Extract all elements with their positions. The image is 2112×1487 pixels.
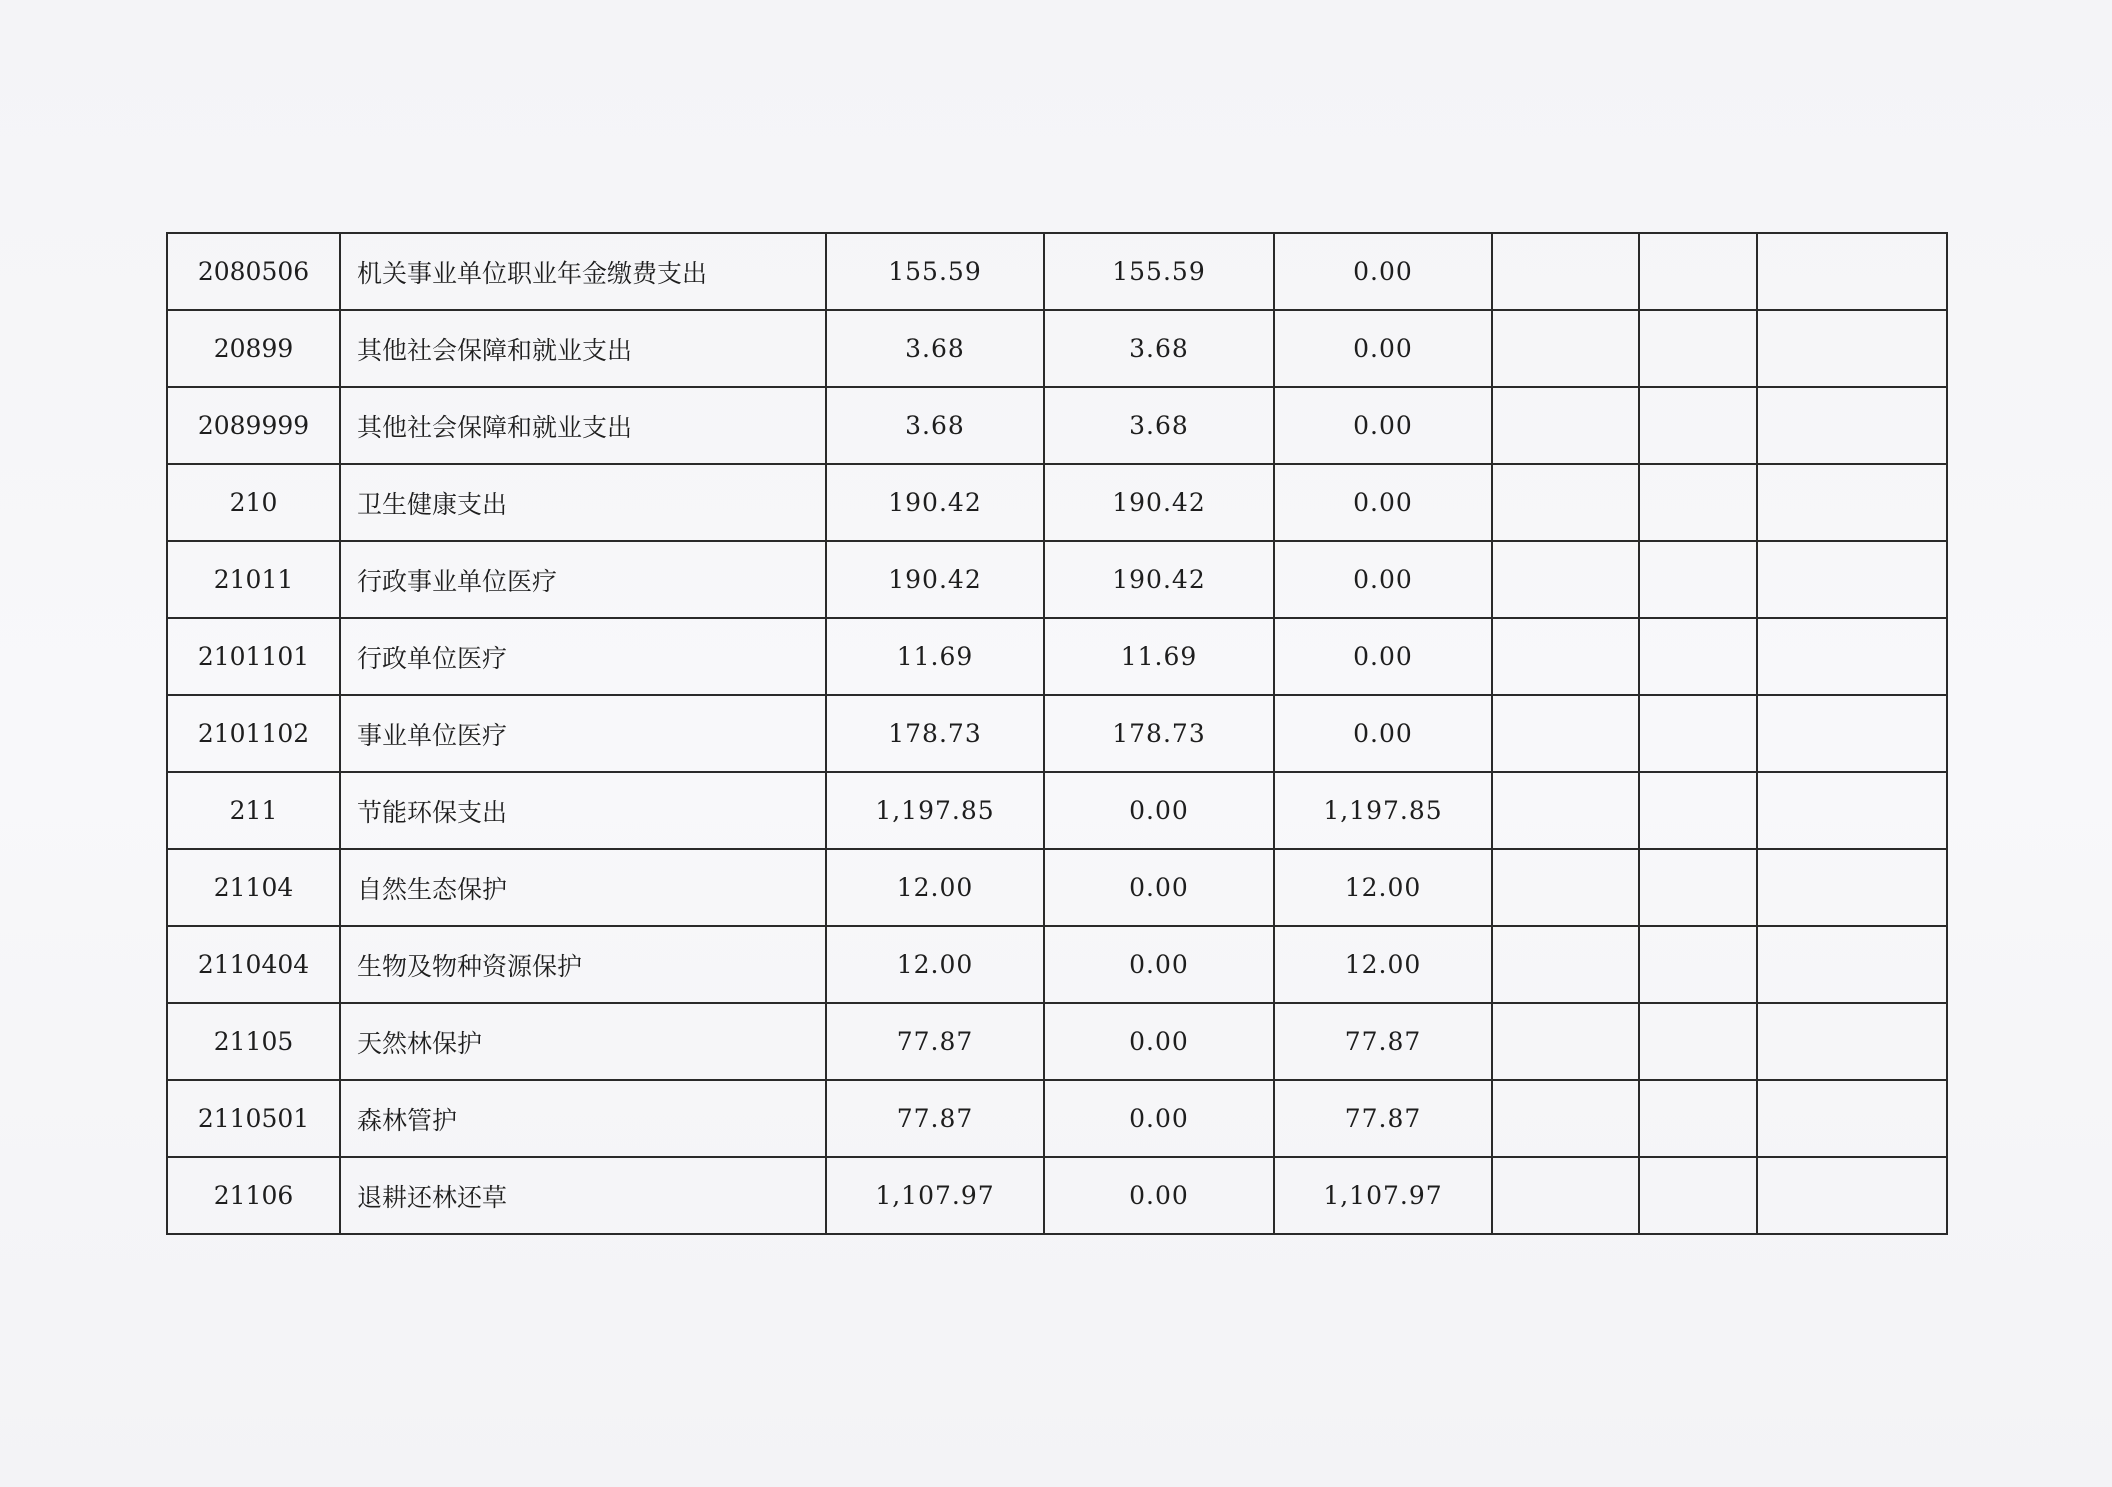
cell-subject-code: 2080506 bbox=[167, 233, 340, 310]
cell-total: 11.69 bbox=[826, 618, 1044, 695]
cell-empty bbox=[1757, 926, 1947, 1003]
cell-empty bbox=[1757, 1003, 1947, 1080]
cell-empty bbox=[1639, 233, 1757, 310]
cell-empty bbox=[1492, 695, 1639, 772]
cell-subject-code: 2110404 bbox=[167, 926, 340, 1003]
cell-empty bbox=[1492, 541, 1639, 618]
cell-basic-expenditure: 3.68 bbox=[1044, 310, 1274, 387]
cell-empty bbox=[1757, 310, 1947, 387]
cell-total: 1,197.85 bbox=[826, 772, 1044, 849]
cell-empty bbox=[1757, 387, 1947, 464]
cell-empty bbox=[1492, 618, 1639, 695]
cell-project-expenditure: 12.00 bbox=[1274, 849, 1492, 926]
cell-project-expenditure: 1,107.97 bbox=[1274, 1157, 1492, 1234]
cell-subject-code: 21106 bbox=[167, 1157, 340, 1234]
cell-empty bbox=[1492, 772, 1639, 849]
cell-total: 178.73 bbox=[826, 695, 1044, 772]
cell-project-expenditure: 77.87 bbox=[1274, 1003, 1492, 1080]
cell-subject-code: 2089999 bbox=[167, 387, 340, 464]
cell-empty bbox=[1757, 464, 1947, 541]
cell-total: 12.00 bbox=[826, 926, 1044, 1003]
cell-subject-name: 事业单位医疗 bbox=[340, 695, 826, 772]
cell-total: 12.00 bbox=[826, 849, 1044, 926]
cell-project-expenditure: 0.00 bbox=[1274, 618, 1492, 695]
cell-subject-name: 行政事业单位医疗 bbox=[340, 541, 826, 618]
cell-total: 3.68 bbox=[826, 387, 1044, 464]
cell-subject-name: 其他社会保障和就业支出 bbox=[340, 387, 826, 464]
cell-basic-expenditure: 178.73 bbox=[1044, 695, 1274, 772]
cell-subject-name: 行政单位医疗 bbox=[340, 618, 826, 695]
cell-empty bbox=[1492, 233, 1639, 310]
cell-project-expenditure: 0.00 bbox=[1274, 541, 1492, 618]
cell-empty bbox=[1757, 233, 1947, 310]
expenditure-table bbox=[166, 232, 1948, 1235]
cell-empty bbox=[1757, 695, 1947, 772]
table-row bbox=[167, 387, 1947, 464]
cell-subject-code: 211 bbox=[167, 772, 340, 849]
cell-subject-name: 天然林保护 bbox=[340, 1003, 826, 1080]
cell-subject-code: 21105 bbox=[167, 1003, 340, 1080]
cell-subject-code: 21011 bbox=[167, 541, 340, 618]
cell-empty bbox=[1757, 849, 1947, 926]
cell-project-expenditure: 0.00 bbox=[1274, 464, 1492, 541]
cell-subject-code: 2101102 bbox=[167, 695, 340, 772]
cell-total: 190.42 bbox=[826, 464, 1044, 541]
cell-total: 190.42 bbox=[826, 541, 1044, 618]
cell-subject-code: 21104 bbox=[167, 849, 340, 926]
cell-empty bbox=[1639, 310, 1757, 387]
cell-project-expenditure: 0.00 bbox=[1274, 695, 1492, 772]
cell-empty bbox=[1492, 1080, 1639, 1157]
cell-project-expenditure: 77.87 bbox=[1274, 1080, 1492, 1157]
cell-total: 155.59 bbox=[826, 233, 1044, 310]
table-row bbox=[167, 233, 1947, 310]
cell-basic-expenditure: 0.00 bbox=[1044, 1157, 1274, 1234]
table-row bbox=[167, 772, 1947, 849]
table-row bbox=[167, 310, 1947, 387]
table-row bbox=[167, 464, 1947, 541]
cell-empty bbox=[1492, 310, 1639, 387]
cell-basic-expenditure: 3.68 bbox=[1044, 387, 1274, 464]
cell-subject-name: 森林管护 bbox=[340, 1080, 826, 1157]
cell-empty bbox=[1639, 541, 1757, 618]
cell-empty bbox=[1639, 695, 1757, 772]
cell-empty bbox=[1757, 618, 1947, 695]
cell-subject-name: 自然生态保护 bbox=[340, 849, 826, 926]
cell-project-expenditure: 12.00 bbox=[1274, 926, 1492, 1003]
cell-project-expenditure: 1,197.85 bbox=[1274, 772, 1492, 849]
cell-basic-expenditure: 190.42 bbox=[1044, 541, 1274, 618]
cell-empty bbox=[1639, 618, 1757, 695]
table-row bbox=[167, 926, 1947, 1003]
table-body bbox=[167, 233, 1947, 1234]
cell-subject-code: 2101101 bbox=[167, 618, 340, 695]
cell-subject-code: 210 bbox=[167, 464, 340, 541]
cell-basic-expenditure: 155.59 bbox=[1044, 233, 1274, 310]
cell-basic-expenditure: 11.69 bbox=[1044, 618, 1274, 695]
cell-project-expenditure: 0.00 bbox=[1274, 310, 1492, 387]
cell-empty bbox=[1492, 464, 1639, 541]
cell-empty bbox=[1639, 1003, 1757, 1080]
cell-basic-expenditure: 190.42 bbox=[1044, 464, 1274, 541]
cell-empty bbox=[1492, 1003, 1639, 1080]
cell-empty bbox=[1492, 926, 1639, 1003]
cell-empty bbox=[1757, 541, 1947, 618]
cell-basic-expenditure: 0.00 bbox=[1044, 772, 1274, 849]
cell-total: 3.68 bbox=[826, 310, 1044, 387]
cell-empty bbox=[1639, 926, 1757, 1003]
cell-empty bbox=[1639, 1080, 1757, 1157]
cell-empty bbox=[1757, 1080, 1947, 1157]
cell-subject-name: 生物及物种资源保护 bbox=[340, 926, 826, 1003]
cell-empty bbox=[1639, 387, 1757, 464]
cell-empty bbox=[1492, 1157, 1639, 1234]
table-row bbox=[167, 1157, 1947, 1234]
cell-basic-expenditure: 0.00 bbox=[1044, 849, 1274, 926]
cell-subject-name: 其他社会保障和就业支出 bbox=[340, 310, 826, 387]
cell-project-expenditure: 0.00 bbox=[1274, 233, 1492, 310]
table-row bbox=[167, 541, 1947, 618]
cell-empty bbox=[1639, 464, 1757, 541]
cell-basic-expenditure: 0.00 bbox=[1044, 1003, 1274, 1080]
cell-empty bbox=[1757, 1157, 1947, 1234]
cell-project-expenditure: 0.00 bbox=[1274, 387, 1492, 464]
cell-empty bbox=[1757, 772, 1947, 849]
cell-basic-expenditure: 0.00 bbox=[1044, 1080, 1274, 1157]
cell-subject-code: 2110501 bbox=[167, 1080, 340, 1157]
table-row bbox=[167, 1003, 1947, 1080]
table-row bbox=[167, 695, 1947, 772]
cell-empty bbox=[1639, 772, 1757, 849]
cell-empty bbox=[1492, 849, 1639, 926]
cell-total: 77.87 bbox=[826, 1080, 1044, 1157]
table-row bbox=[167, 1080, 1947, 1157]
expenditure-table-wrapper bbox=[166, 232, 1946, 1235]
table-row bbox=[167, 618, 1947, 695]
cell-total: 77.87 bbox=[826, 1003, 1044, 1080]
cell-subject-name: 节能环保支出 bbox=[340, 772, 826, 849]
table-row bbox=[167, 849, 1947, 926]
cell-subject-code: 20899 bbox=[167, 310, 340, 387]
cell-total: 1,107.97 bbox=[826, 1157, 1044, 1234]
cell-subject-name: 卫生健康支出 bbox=[340, 464, 826, 541]
cell-subject-name: 退耕还林还草 bbox=[340, 1157, 826, 1234]
cell-subject-name: 机关事业单位职业年金缴费支出 bbox=[340, 233, 826, 310]
cell-empty bbox=[1639, 849, 1757, 926]
cell-basic-expenditure: 0.00 bbox=[1044, 926, 1274, 1003]
cell-empty bbox=[1639, 1157, 1757, 1234]
cell-empty bbox=[1492, 387, 1639, 464]
